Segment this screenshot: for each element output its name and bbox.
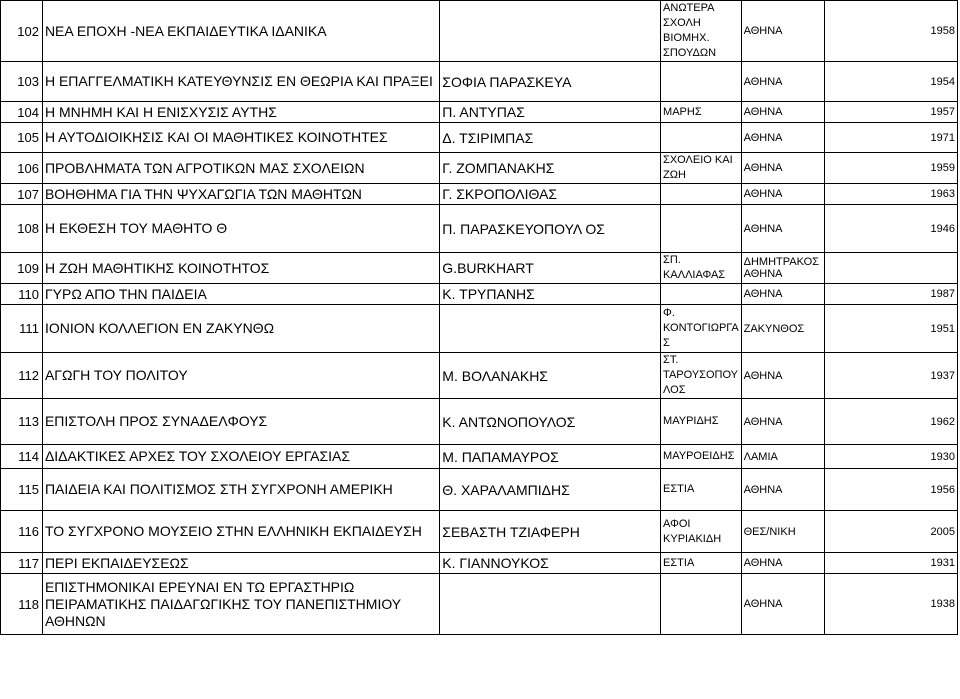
row-number-cell: 114 xyxy=(1,445,43,469)
book-title-cell: ΒΟΗΘΗΜΑ ΓΙΑ ΤΗΝ ΨΥΧΑΓΩΓΙΑ ΤΩΝ ΜΑΘΗΤΩΝ xyxy=(42,184,439,205)
book-title-cell: Η ΕΚΘΕΣΗ ΤΟΥ ΜΑΘΗΤΟ Θ xyxy=(42,205,439,253)
author-cell: Κ. ΤΡΥΠΑΝΗΣ xyxy=(440,284,661,305)
publisher-cell xyxy=(661,184,742,205)
year-cell: 1951 xyxy=(825,305,958,353)
author-cell xyxy=(440,1,661,62)
year-cell: 1971 xyxy=(825,123,958,153)
author-cell: Δ. ΤΣΙΡΙΜΠΑΣ xyxy=(440,123,661,153)
publisher-cell xyxy=(661,574,742,635)
author-cell: Θ. ΧΑΡΑΛΑΜΠΙΔΗΣ xyxy=(440,469,661,511)
table-row xyxy=(1,511,958,553)
table-row xyxy=(1,1,958,62)
row-number-cell: 109 xyxy=(1,253,43,284)
book-title-cell: ΙΟΝΙΟΝ ΚΟΛΛΕΓΙΟΝ ΕΝ ΖΑΚΥΝΘΩ xyxy=(42,305,439,353)
place-cell: ΑΘΗΝΑ xyxy=(741,574,825,635)
publisher-cell xyxy=(661,284,742,305)
year-cell xyxy=(825,253,958,284)
book-title-cell: Η ΜΝΗΜΗ ΚΑΙ Η ΕΝΙΣΧΥΣΙΣ ΑΥΤΗΣ xyxy=(42,102,439,123)
author-cell: Μ. ΠΑΠΑΜΑΥΡΟΣ xyxy=(440,445,661,469)
place-cell: ΑΘΗΝΑ xyxy=(741,205,825,253)
author-cell xyxy=(440,305,661,353)
row-number-cell: 117 xyxy=(1,553,43,574)
place-cell: ΑΘΗΝΑ xyxy=(741,469,825,511)
place-cell: ΛΑΜΙΑ xyxy=(741,445,825,469)
year-cell: 1958 xyxy=(825,1,958,62)
publisher-cell: ΣΤ. ΤΑΡΟΥΣΟΠΟΥ ΛΟΣ xyxy=(661,353,742,399)
row-number-cell: 111 xyxy=(1,305,43,353)
row-number-cell: 104 xyxy=(1,102,43,123)
row-number-cell: 108 xyxy=(1,205,43,253)
publisher-cell xyxy=(661,62,742,102)
year-cell: 1937 xyxy=(825,353,958,399)
row-number-cell: 116 xyxy=(1,511,43,553)
place-cell: ΑΘΗΝΑ xyxy=(741,62,825,102)
table-row xyxy=(1,445,958,469)
publisher-cell: ΣΠ. ΚΑΛΛΙΑΦΑΣ xyxy=(661,253,742,284)
author-cell xyxy=(440,574,661,635)
row-number-cell: 107 xyxy=(1,184,43,205)
year-cell: 1954 xyxy=(825,62,958,102)
year-cell: 2005 xyxy=(825,511,958,553)
author-cell: Π. ΠΑΡΑΣΚΕΥΟΠΟΥΛ ΟΣ xyxy=(440,205,661,253)
place-cell: ΑΘΗΝΑ xyxy=(741,153,825,184)
book-title-cell: ΠΕΡΙ ΕΚΠΑΙΔΕΥΣΕΩΣ xyxy=(42,553,439,574)
year-cell: 1962 xyxy=(825,399,958,445)
year-cell: 1930 xyxy=(825,445,958,469)
table-row xyxy=(1,102,958,123)
publisher-cell: ΜΑΥΡΙΔΗΣ xyxy=(661,399,742,445)
place-cell: ΑΘΗΝΑ xyxy=(741,353,825,399)
row-number-cell: 105 xyxy=(1,123,43,153)
book-title-cell: ΝΕΑ ΕΠΟΧΗ -ΝΕΑ ΕΚΠΑΙΔΕΥΤΙΚΑ ΙΔΑΝΙΚΑ xyxy=(42,1,439,62)
book-title-cell: ΤΟ ΣΥΓΧΡΟΝΟ ΜΟΥΣΕΙΟ ΣΤΗΝ ΕΛΛΗΝΙΚΗ ΕΚΠΑΙΔΕΥΣΗ xyxy=(42,511,439,553)
book-title-cell: ΑΓΩΓΗ ΤΟΥ ΠΟΛΙΤΟΥ xyxy=(42,353,439,399)
place-cell: ΑΘΗΝΑ xyxy=(741,284,825,305)
table-row xyxy=(1,553,958,574)
place-cell: ΑΘΗΝΑ xyxy=(741,553,825,574)
place-cell: ΘΕΣ/ΝΙΚΗ xyxy=(741,511,825,553)
year-cell: 1963 xyxy=(825,184,958,205)
row-number-cell: 118 xyxy=(1,574,43,635)
place-cell: ΑΘΗΝΑ xyxy=(741,399,825,445)
table-row xyxy=(1,253,958,284)
row-number-cell: 110 xyxy=(1,284,43,305)
year-cell: 1959 xyxy=(825,153,958,184)
author-cell: Π. ΑΝΤΥΠΑΣ xyxy=(440,102,661,123)
table-row xyxy=(1,284,958,305)
place-cell: ΑΘΗΝΑ xyxy=(741,102,825,123)
author-cell: ΣΕΒΑΣΤΗ ΤΖΙΑΦΕΡΗ xyxy=(440,511,661,553)
table-row xyxy=(1,184,958,205)
author-cell: Κ. ΑΝΤΩΝΟΠΟΥΛΟΣ xyxy=(440,399,661,445)
author-cell: ΣΟΦΙΑ ΠΑΡΑΣΚΕΥΑ xyxy=(440,62,661,102)
year-cell: 1987 xyxy=(825,284,958,305)
year-cell: 1957 xyxy=(825,102,958,123)
publisher-cell: ΑΝΩΤΕΡΑ ΣΧΟΛΗ ΒΙΟΜΗΧ. ΣΠΟΥΔΩΝ xyxy=(661,1,742,62)
book-title-cell: ΕΠΙΣΤΗΜΟΝΙΚΑΙ ΕΡΕΥΝΑΙ ΕΝ ΤΩ ΕΡΓΑΣΤΗΡΙΩ ΠΕΙΡΑΜΑΤΙΚΗΣ ΠΑΙΔΑΓΩΓΙΚΗΣ ΤΟΥ ΠΑΝΕΠΙΣΤΗΜΙΟΥ ΑΘΗΝΩΝ xyxy=(42,574,439,635)
row-number-cell: 112 xyxy=(1,353,43,399)
publisher-cell: ΣΧΟΛΕΙΟ ΚΑΙ ΖΩΗ xyxy=(661,153,742,184)
author-cell: Γ. ΣΚΡΟΠΟΛΙΘΑΣ xyxy=(440,184,661,205)
book-title-cell: Η ΕΠΑΓΓΕΛΜΑΤΙΚΗ ΚΑΤΕΥΘΥΝΣΙΣ ΕΝ ΘΕΩΡΙΑ ΚΑΙ ΠΡΑΞΕΙ xyxy=(42,62,439,102)
row-number-cell: 115 xyxy=(1,469,43,511)
table-row xyxy=(1,399,958,445)
row-number-cell: 113 xyxy=(1,399,43,445)
year-cell: 1956 xyxy=(825,469,958,511)
author-cell: Κ. ΓΙΑΝΝΟΥΚΟΣ xyxy=(440,553,661,574)
book-title-cell: ΕΠΙΣΤΟΛΗ ΠΡΟΣ ΣΥΝΑΔΕΛΦΟΥΣ xyxy=(42,399,439,445)
year-cell: 1931 xyxy=(825,553,958,574)
book-title-cell: Η ΖΩΗ ΜΑΘΗΤΙΚΗΣ ΚΟΙΝΟΤΗΤΟΣ xyxy=(42,253,439,284)
row-number-cell: 106 xyxy=(1,153,43,184)
table-row xyxy=(1,153,958,184)
place-cell: ΔΗΜΗΤΡΑΚΟΣ ΑΘΗΝΑ xyxy=(741,253,825,284)
publisher-cell: ΕΣΤΙΑ xyxy=(661,553,742,574)
publisher-cell xyxy=(661,205,742,253)
publisher-cell: ΕΣΤΙΑ xyxy=(661,469,742,511)
book-title-cell: Η ΑΥΤΟΔΙΟΙΚΗΣΙΣ ΚΑΙ ΟΙ ΜΑΘΗΤΙΚΕΣ ΚΟΙΝΟΤΗΤΕΣ xyxy=(42,123,439,153)
publisher-cell: ΑΦΟΙ ΚΥΡΙΑΚΙΔΗ xyxy=(661,511,742,553)
book-title-cell: ΔΙΔΑΚΤΙΚΕΣ ΑΡΧΕΣ ΤΟΥ ΣΧΟΛΕΙΟΥ ΕΡΓΑΣΙΑΣ xyxy=(42,445,439,469)
table-row xyxy=(1,574,958,635)
row-number-cell: 103 xyxy=(1,62,43,102)
place-cell: ΑΘΗΝΑ xyxy=(741,1,825,62)
table-row xyxy=(1,205,958,253)
year-cell: 1946 xyxy=(825,205,958,253)
publisher-cell xyxy=(661,123,742,153)
author-cell: G.BURKHART xyxy=(440,253,661,284)
publisher-cell: ΜΑΡΗΣ xyxy=(661,102,742,123)
table-row xyxy=(1,353,958,399)
table-row xyxy=(1,62,958,102)
book-title-cell: ΠΡΟΒΛΗΜΑΤΑ ΤΩΝ ΑΓΡΟΤΙΚΩΝ ΜΑΣ ΣΧΟΛΕΙΩΝ xyxy=(42,153,439,184)
year-cell: 1938 xyxy=(825,574,958,635)
row-number-cell: 102 xyxy=(1,1,43,62)
book-title-cell: ΓΥΡΩ ΑΠΟ ΤΗΝ ΠΑΙΔΕΙΑ xyxy=(42,284,439,305)
place-cell: ΑΘΗΝΑ xyxy=(741,123,825,153)
place-cell: ΖΑΚΥΝΘΟΣ xyxy=(741,305,825,353)
catalog-table-body xyxy=(1,1,958,635)
publisher-cell: Φ. ΚΟΝΤΟΓΙΩΡΓΑ Σ xyxy=(661,305,742,353)
author-cell: Μ. ΒΟΛΑΝΑΚΗΣ xyxy=(440,353,661,399)
book-title-cell: ΠΑΙΔΕΙΑ ΚΑΙ ΠΟΛΙΤΙΣΜΟΣ ΣΤΗ ΣΥΓΧΡΟΝΗ ΑΜΕΡΙΚΗ xyxy=(42,469,439,511)
author-cell: Γ. ΖΟΜΠΑΝΑΚΗΣ xyxy=(440,153,661,184)
table-row xyxy=(1,123,958,153)
table-row xyxy=(1,305,958,353)
table-row xyxy=(1,469,958,511)
publisher-cell: ΜΑΥΡΟΕΙΔΗΣ xyxy=(661,445,742,469)
place-cell: ΑΘΗΝΑ xyxy=(741,184,825,205)
